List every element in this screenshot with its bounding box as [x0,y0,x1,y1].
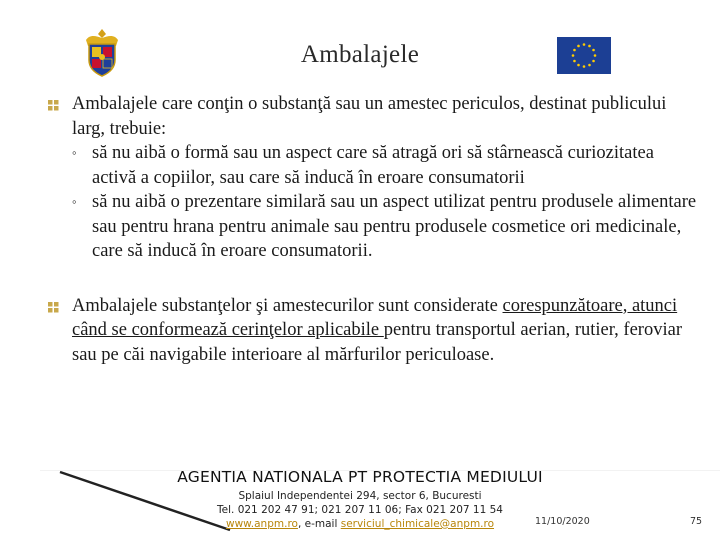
email-label: , e-mail [297,518,341,530]
circle-bullet-icon: ◦ [72,145,77,160]
sub-item [72,141,698,190]
email-link[interactable]: serviciul_chimicale@anpm.ro [340,518,495,530]
sub-item [72,190,698,264]
sub-item-text: să nu aibă o formă sau un aspect care să atragă ori să stârnească curiozitatea activă a copiilor, sau care să inducă în eroare consumatorii [92,143,654,188]
website-link[interactable]: www.anpm.ro [225,518,298,530]
slide-date: 11/10/2020 [535,516,590,527]
bullet-text-start: Ambalajele substanţelor şi amestecurilor sunt considerate [72,295,503,316]
sub-item-text: să nu aibă o prezentare similară sau un aspect utilizat pentru produsele alimentare sau pentru hrana pentru animale sau pentru produsele cosmetice ori medicinale, care să inducă în eroare consumatorii. [92,192,697,261]
slide-content [48,92,698,367]
bullet-marker-icon [48,100,59,111]
bullet-text-underlined: corespunzătoare, atunci când se conformează cerinţelor aplicabile [72,295,678,340]
agency-contact [0,518,720,530]
circle-bullet-icon: ◦ [72,194,77,209]
page-number: 75 [690,516,703,527]
bullet-item [48,92,698,264]
slide-title: Ambalajele [300,41,420,68]
bullet-text [72,294,698,368]
agency-name: AGENTIA NATIONALA PT PROTECTIA MEDIULUI [177,468,543,486]
agency-phone: Tel. 021 202 47 91; 021 207 11 06; Fax 021 207 11 54 [217,504,503,516]
bullet-item [48,294,698,368]
bullet-marker-icon [48,302,59,313]
bullet-text-end: pentru transportul aerian, rutier, feroviar sau pe căi navigabile interioare al mărfurilor periculoase. [72,320,682,365]
agency-address: Splaiul Independentei 294, sector 6, Bucuresti [238,490,482,502]
bullet-text: Ambalajele care conţin o substanţă sau un amestec periculos, destinat publicului larg, trebuie: [72,94,667,139]
